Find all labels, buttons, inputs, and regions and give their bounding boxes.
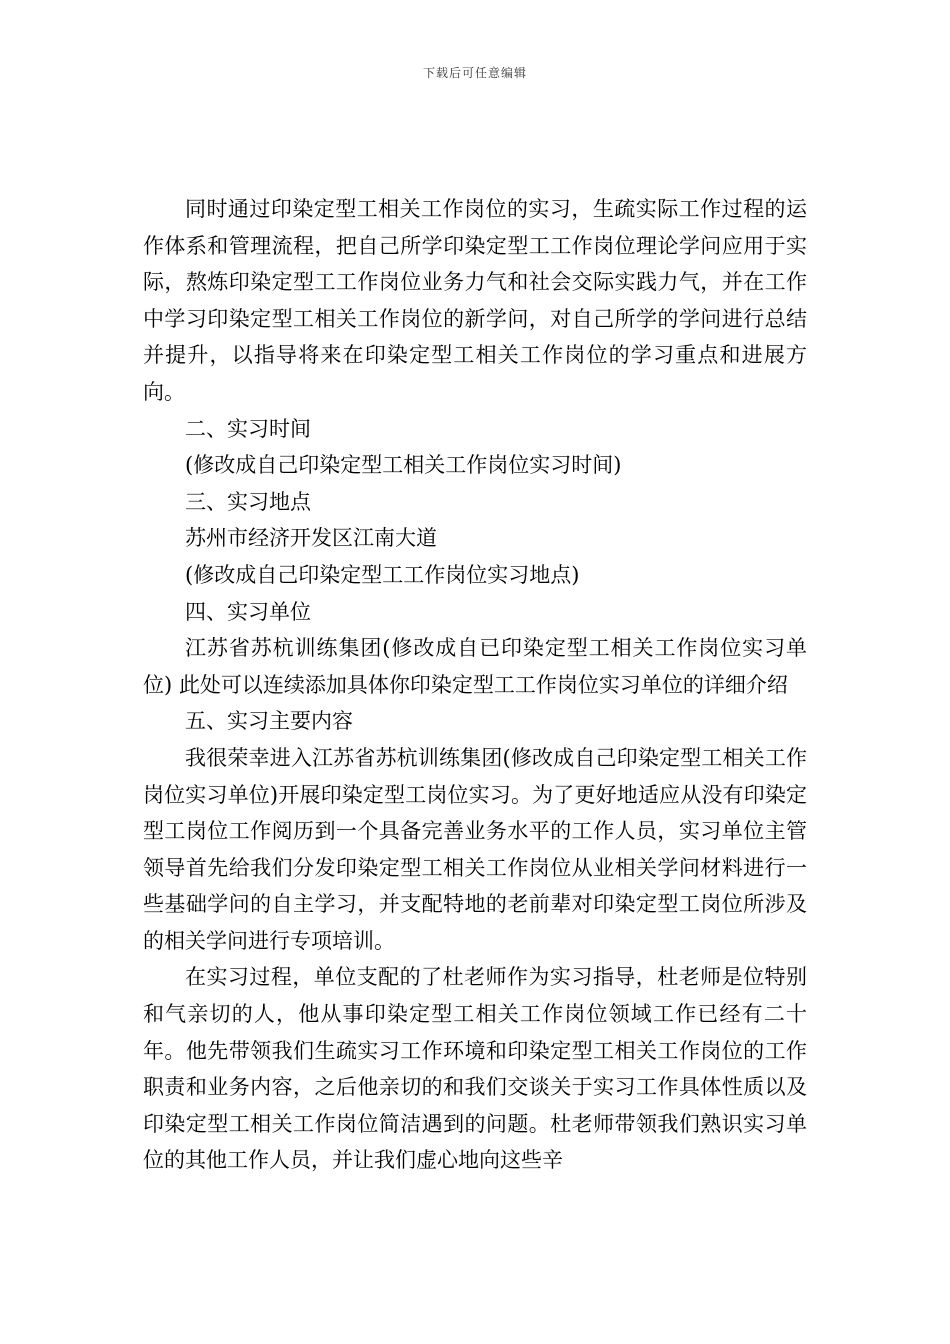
paragraph-location-note: (修改成自己印染定型工工作岗位实习地点)	[185, 562, 580, 587]
document-body	[143, 191, 807, 1179]
paragraph-internship-process: 在实习过程，单位支配的了杜老师作为实习指导，杜老师是位特别和气亲切的人，他从事印染定型工相关工作岗位领域工作已经有二十年。他先带领我们生疏实习工作环境和印染定型工相关工作岗位的工作职责和业务内容，之后他亲切的和我们交谈关于实习工作具体性质以及印染定型工相关工作岗位简洁遇到的问题。杜老师带领我们熟识实习单位的其他工作人员，并让我们虚心地向这些辛	[143, 965, 807, 1173]
heading-internship-location: 三、实习地点	[185, 489, 311, 514]
paragraph-main-content: 我很荣幸进入江苏省苏杭训练集团(修改成自己印染定型工相关工作岗位实习单位)开展印染定型工岗位实习。为了更好地适应从没有印染定型工岗位工作阅历到一个具备完善业务水平的工作人员，实习单位主管领导首先给我们分发印染定型工相关工作岗位从业相关学问材料进行一些基础学问的自主学习，并支配特地的老前辈对印染定型工岗位所涉及的相关学问进行专项培训。	[143, 745, 807, 953]
paragraph-location-address: 苏州市经济开发区江南大道	[185, 526, 437, 551]
paragraph-internship-time: (修改成自己印染定型工相关工作岗位实习时间)	[185, 453, 622, 478]
page-header-note: 下载后可任意编辑	[422, 66, 527, 80]
heading-internship-time: 二、实习时间	[185, 416, 311, 441]
paragraph-intro: 同时通过印染定型工相关工作岗位的实习，生疏实际工作过程的运作体系和管理流程，把自己所学印染定型工工作岗位理论学问应用于实际，熬炼印染定型工工作岗位业务力气和社会交际实践力气，并在工作中学习印染定型工相关工作岗位的新学问，对自己所学的学问进行总结并提升，以指导将来在印染定型工相关工作岗位的学习重点和进展方向。	[143, 197, 807, 404]
heading-internship-unit: 四、实习单位	[185, 599, 311, 624]
heading-main-content: 五、实习主要内容	[185, 709, 353, 734]
paragraph-internship-unit: 江苏省苏杭训练集团(修改成自已印染定型工相关工作岗位实习单位) 此处可以连续添加具体你印染定型工工作岗位实习单位的详细介绍	[143, 636, 807, 697]
